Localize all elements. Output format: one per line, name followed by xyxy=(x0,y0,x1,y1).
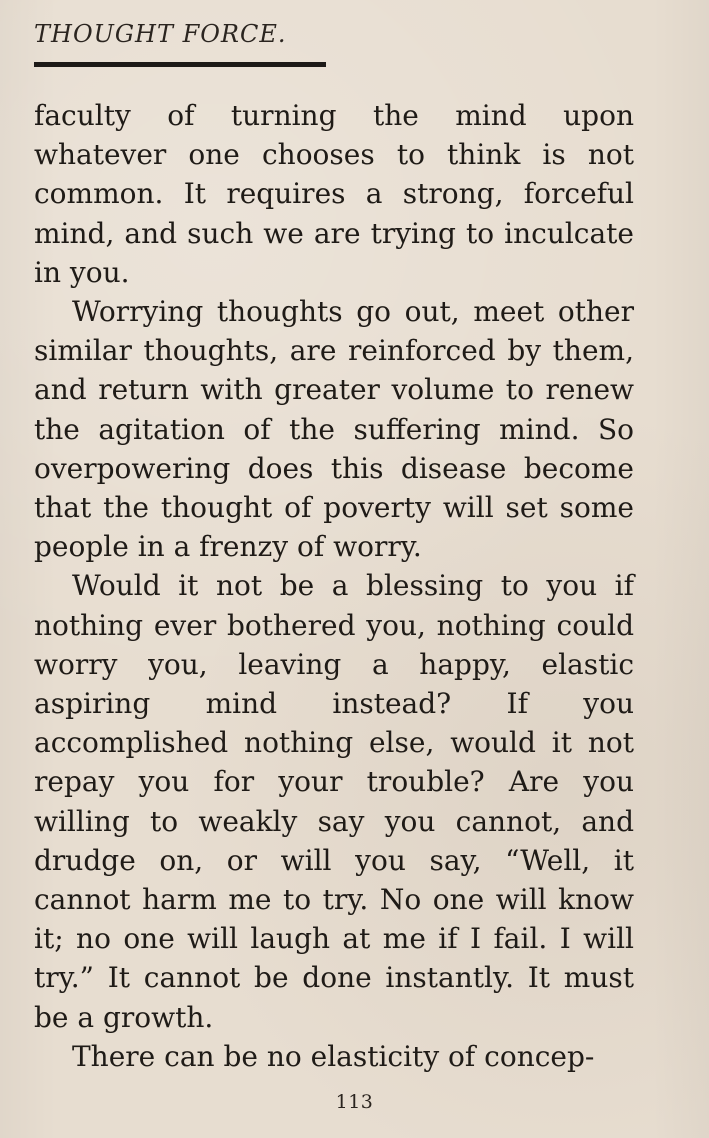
paragraph-1: faculty of turning the mind upon whatever one chooses to think is not common. It requires a strong, forceful mind, and such we are trying to inculcate in you. xyxy=(34,99,634,289)
page-body xyxy=(34,96,634,1076)
running-head: THOUGHT FORCE. xyxy=(34,20,287,48)
page-number: 113 xyxy=(335,1091,374,1113)
header-rule xyxy=(34,62,326,67)
paragraph-3: Would it not be a blessing to you if nothing ever bothered you, nothing could worry you, leaving a happy, elastic aspiring mind instead? If you accomplished nothing else, would it not repay you for your trouble? Are you willing to weakly say you cannot, and drudge on, or will you say, “Well, it cannot harm me to try. No one will know it; no one will laugh at me if I fail. I will try.” It cannot be done instantly. It must be a growth. xyxy=(34,569,634,1034)
paragraph-2: Worrying thoughts go out, meet other similar thoughts, are reinforced by them, and return with greater volume to renew the agitation of the suffering mind. So overpowering does this disease become that the thought of poverty will set some people in a frenzy of worry. xyxy=(34,295,634,564)
page-header xyxy=(34,22,326,67)
paragraph-4: There can be no elasticity of concep- xyxy=(72,1039,595,1073)
